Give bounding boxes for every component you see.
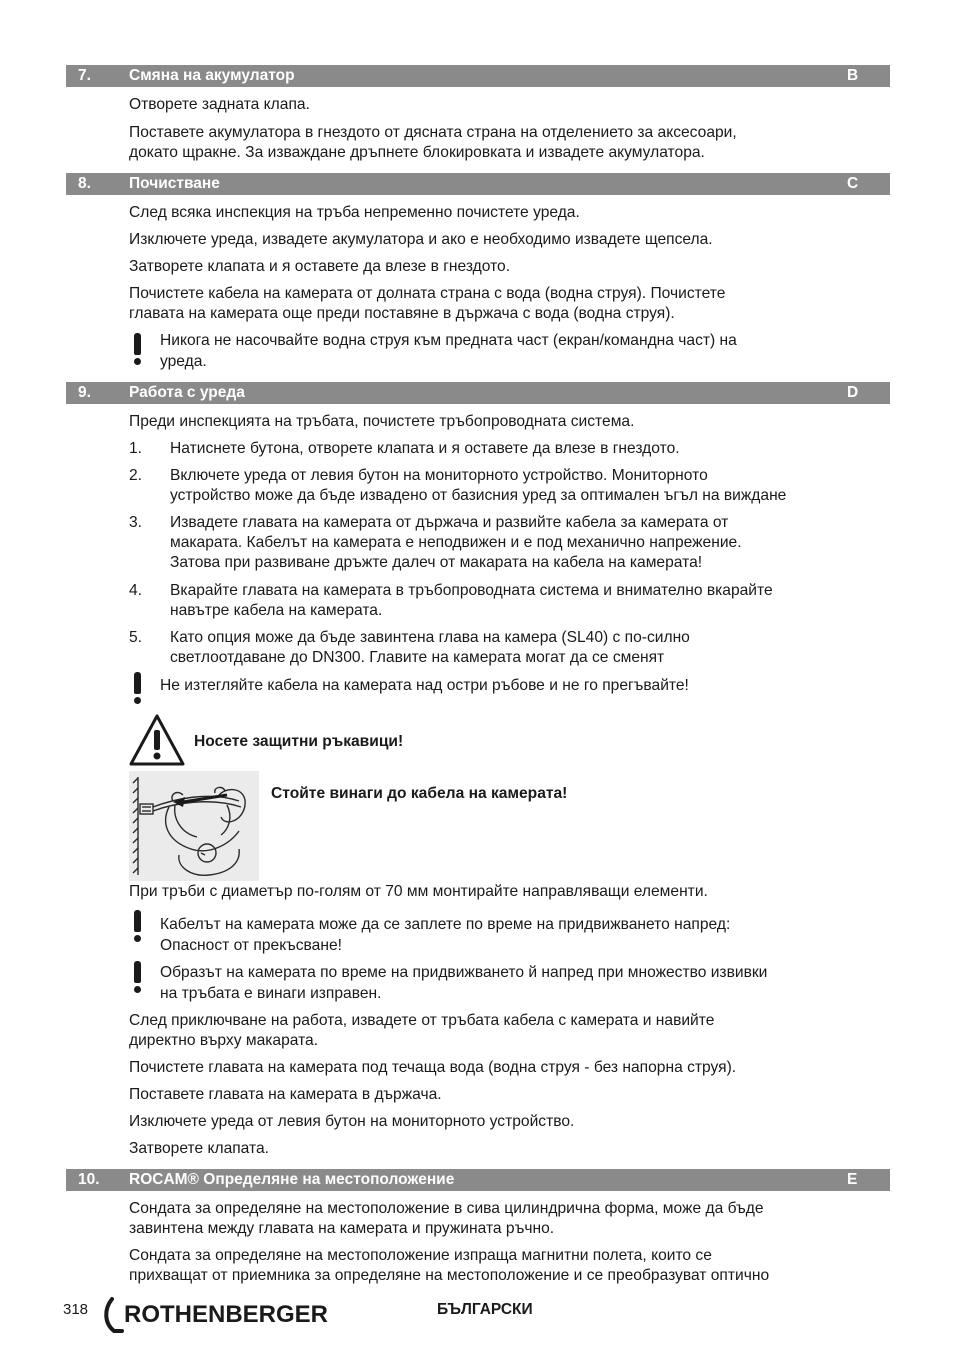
section-header-10 — [66, 1169, 890, 1191]
note-line: Образът на камерата по време на придвижването й напред при множество извивки — [160, 964, 768, 981]
paragraph: Преди инспекцията на тръбата, почистете тръбопроводната система. — [129, 413, 635, 430]
section-title: ROCAM® Определяне на местоположение — [129, 1171, 455, 1188]
section-figure-letter: C — [847, 175, 859, 192]
note-line: Кабелът на камерата може да се заплете по време на придвижването напред: — [160, 916, 731, 933]
list-text: навътре кабела на камерата. — [170, 602, 383, 619]
language-label: БЪЛГАРСКИ — [437, 1301, 533, 1318]
section-figure-letter: D — [847, 384, 859, 401]
section-header-9 — [66, 382, 890, 404]
paragraph: Затворете клапата. — [129, 1140, 269, 1157]
paragraph-line: Поставете акумулатора в гнездото от дясната страна на отделението за аксесоари, — [129, 124, 737, 141]
list-number: 2. — [129, 467, 143, 484]
paragraph-line: докато щракне. За изваждане дръпнете блокировката и извадете акумулатора. — [129, 144, 705, 161]
note-line: Никога не насочвайте водна струя към предната част (екран/командна част) на — [160, 332, 737, 349]
list-text: Вкарайте главата на камерата в тръбопроводната система и внимателно вкарайте — [170, 582, 773, 599]
section-figure-letter: B — [847, 67, 859, 84]
paragraph: Отворете задната клапа. — [129, 96, 310, 113]
paragraph-line: прихващат от приемника за определяне на местоположение и се преобразуват оптично — [129, 1267, 770, 1284]
paragraph: Поставете главата на камерата в държача. — [129, 1086, 442, 1103]
list-number: 5. — [129, 629, 143, 646]
warning-text: Стойте винаги до кабела на камерата! — [271, 785, 568, 802]
list-number: 1. — [129, 440, 143, 457]
section-number: 7. — [78, 67, 91, 84]
brand-name: ROTHENBERGER — [124, 1301, 329, 1328]
section-figure-letter: E — [847, 1171, 858, 1188]
list-text: устройство може да бъде извадено от базисния уред за оптимален ъгъл на виждане — [170, 487, 787, 504]
cable-handling-illustration — [129, 771, 259, 881]
paragraph: При тръби с диаметър по-голям от 70 мм монтирайте направляващи елементи. — [129, 883, 708, 900]
list-number: 4. — [129, 582, 143, 599]
note-line: Опасност от прекъсване! — [160, 937, 342, 954]
paragraph: Изключете уреда, извадете акумулатора и ако е необходимо извадете щепсела. — [129, 231, 713, 248]
section-number: 8. — [78, 175, 91, 192]
section-number: 9. — [78, 384, 91, 401]
paragraph-line: директно върху макарата. — [129, 1032, 319, 1049]
list-text: макарата. Кабелът на камерата е неподвижен и е под механично напрежение. — [170, 534, 742, 551]
list-text: Извадете главата на камерата от държача и развийте кабела за камерата от — [170, 514, 729, 531]
section-header-8 — [66, 173, 890, 195]
list-text: Затова при развиване дръжте далеч от макарата на кабела на камерата! — [170, 554, 703, 571]
list-text: светлоотдаване до DN300. Главите на камерата могат да се сменят — [170, 649, 665, 666]
section-title: Почистване — [129, 175, 220, 192]
note-line: уреда. — [160, 353, 207, 370]
warning-triangle-icon — [128, 713, 186, 767]
page-number: 318 — [63, 1301, 89, 1318]
paragraph: Затворете клапата и я оставете да влезе в гнездото. — [129, 258, 511, 275]
paragraph-line: След приключване на работа, извадете от тръбата кабела с камерата и навийте — [129, 1012, 715, 1029]
warning-text: Носете защитни ръкавици! — [194, 733, 404, 750]
paragraph-line: Почистете кабела на камерата от долната страна с вода (водна струя). Почистете — [129, 285, 726, 302]
paragraph: Изключете уреда от левия бутон на мониторното устройство. — [129, 1113, 575, 1130]
paragraph-line: завинтена между главата на камерата и пружината ръчно. — [129, 1220, 555, 1237]
list-text: Натиснете бутона, отворете клапата и я оставете да влезе в гнездото. — [170, 440, 680, 457]
paragraph-line: Сондата за определяне на местоположение изпраща магнитни полета, които се — [129, 1247, 712, 1264]
list-text: Включете уреда от левия бутон на мониторното устройство. Мониторното — [170, 467, 708, 484]
section-title: Смяна на акумулатор — [129, 67, 295, 84]
note-line: Не изтегляйте кабела на камерата над остри ръбове и не го прегъвайте! — [160, 677, 689, 694]
section-title: Работа с уреда — [129, 384, 245, 401]
note-line: на тръбата е винаги изправен. — [160, 985, 382, 1002]
section-header-7 — [66, 65, 890, 87]
section-number: 10. — [78, 1171, 100, 1188]
paragraph: След всяка инспекция на тръба непременно почистете уреда. — [129, 204, 580, 221]
paragraph-line: главата на камерата още преди поставяне в държача с вода (водна струя). — [129, 305, 675, 322]
paragraph-line: Сондата за определяне на местоположение в сива цилиндрична форма, може да бъде — [129, 1200, 764, 1217]
paragraph: Почистете главата на камерата под течаща вода (водна струя - без напорна струя). — [129, 1059, 737, 1076]
rothenberger-logo — [102, 1295, 352, 1335]
list-number: 3. — [129, 514, 143, 531]
list-text: Като опция може да бъде завинтена глава на камера (SL40) с по-силно — [170, 629, 690, 646]
